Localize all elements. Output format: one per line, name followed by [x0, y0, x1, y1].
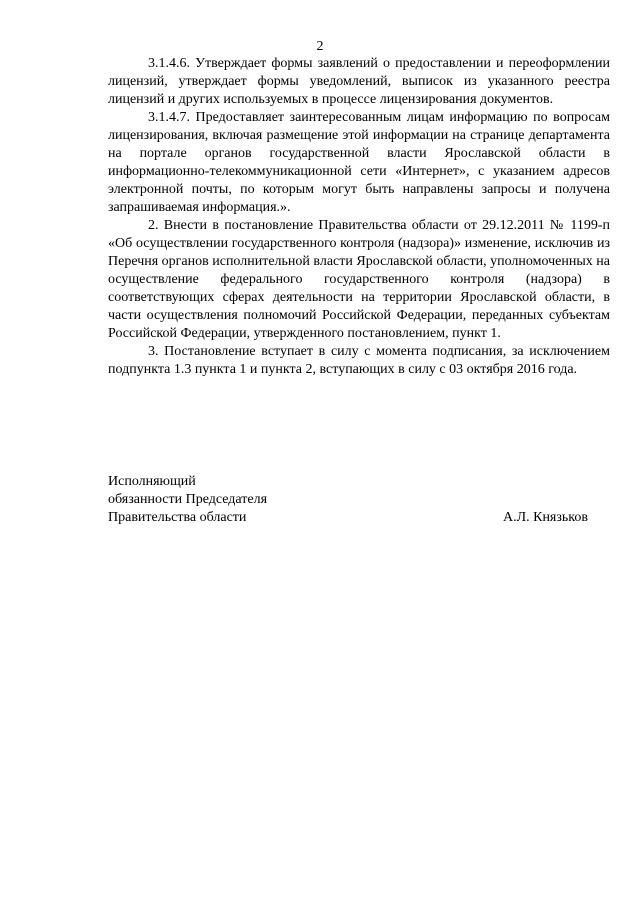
paragraph-3-1-4-7: 3.1.4.7. Предоставляет заинтересованным лицам информацию по вопросам лицензирования, включая размещение этой информации на странице департамента на портале органов государственной власти Ярославской области в информационно-телекоммуникационной сети «Интернет», с указанием адресов электронной почты, по которым могут быть направлены запросы и получена запрашиваемая информация.». — [108, 110, 610, 215]
paragraph-3: 3. Постановление вступает в силу с момента подписания, за исключением подпункта 1.3 пункта 1 и пункта 2, вступающих в силу с 03 октября 2016 года. — [108, 344, 610, 377]
signatory-position-line-1: Исполняющий — [108, 474, 196, 489]
paragraph-2: 2. Внести в постановление Правительства области от 29.12.2011 № 1199-п «Об осуществлении государственного контроля (надзора)» изменение, исключив из Перечня органов исполнительной власти Ярославской области, уполномоченных на осуществление федерального государственного контроля (надзора) в соответствующих сферах деятельности на территории Ярославской области, в части осуществления полномочий Российской Федерации, переданных субъектам Российской Федерации, утвержденного постановлением, пункт 1. — [108, 218, 610, 341]
signatory-position-line-2: обязанности Председателя — [108, 492, 268, 507]
paragraph-3-1-4-6: 3.1.4.6. Утверждает формы заявлений о предоставлении и переоформлении лицензий, утверждает формы уведомлений, выписок из указанного реестра лицензий и других используемых в процессе лицензирования документов. — [108, 56, 610, 107]
signatory-position-line-3: Правительства области — [108, 510, 247, 525]
signature-block — [108, 473, 588, 527]
signature-row — [108, 509, 588, 527]
page-number: 2 — [316, 39, 324, 54]
signatory-name: А.Л. Князьков — [503, 510, 588, 525]
document-body — [108, 55, 610, 379]
